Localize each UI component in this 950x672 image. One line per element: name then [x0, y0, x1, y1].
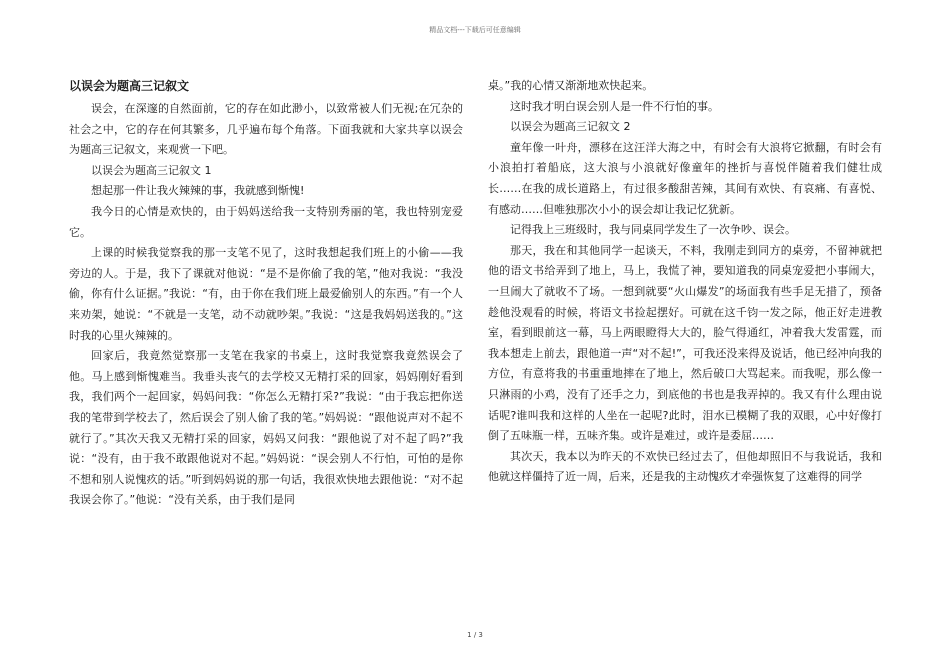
paragraph: 这时我才明白误会别人是一件不行怕的事。 [510, 99, 719, 113]
paragraph: 想起那一件让我火辣辣的事，我就感到惭愧! [91, 184, 305, 198]
paragraph: 回家后，我竟然觉察那一支笔在我家的书桌上，这时我觉察我竟然误会了他。马上感到惭愧难当。我垂头丧气的去学校又无精打采的回家，妈妈刚好看到我，我们两个一起回家，妈妈问我：“你怎么无精打采?”我说：“由于我忘把你送我的笔带到学校去了，然后误会了别人偷了我的笔。”妈妈说：“跟他说声对不起不就行了。”其次天我又无精打采的回家，妈妈又问我：“跟他说了对不起了吗?”我说：“没有，由于我不敢跟他说对不起。”妈妈说：“误会别人不行怕，可怕的是你不想和别人说愧疚的话。”听到妈妈说的那一句话，我很欢快地去跟他说：“对不起我误会你了。”他说：“没有关系，由于我们是同 [69, 349, 463, 507]
page-number: 1 / 3 [467, 631, 483, 639]
section-heading-1: 以误会为题高三记叙文 1 [91, 163, 212, 177]
document-title: 以误会为题高三记叙文 [69, 79, 190, 93]
paragraph: 童年像一叶舟，漂移在这汪洋大海之中，有时会有大浪将它掀翻，有时会有小浪拍打着船底，这大浪与小浪就好像童年的挫折与喜悦伴随着我们健壮成长……在我的成长道路上，有过很多酸甜苦辣，其间有欢快、有哀痛、有喜悦、有感动……但唯独那次小小的误会却让我记忆犹新。 [488, 140, 882, 216]
paragraph: 那天，我在和其他同学一起谈天，不料，我刚走到同方的桌旁，不留神就把他的语文书给弄到了地上，马上，我慌了神，要知道我的同桌宠爱把小事闹大，一旦闹大了就收不了场。一想到就要“火山爆发”的场面我有些手足无措了，预备趁他没观看的时候，将语文书捡起摆好。可就在这千钧一发之际，他正好走进教室，看到眼前这一幕，马上两眼瞪得大大的，脸气得通红，冲着我大发雷霆，而我本想走上前去，跟他道一声“对不起!”，可我还没来得及说话，他已经冲向我的方位，有意将我的书重重地摔在了地上，然后破口大骂起来。而我呢，那么像一只淋雨的小鸡，没有了还手之力，到底他的书也是我弄掉的。我又有什么理由说话呢?谁叫我和这样的人坐在一起呢?此时，泪水已模糊了我的双眼，心中好像打倒了五味瓶一样，五味齐集。或许是难过，或许是委屈…… [488, 243, 882, 443]
right-column [488, 76, 882, 488]
paragraph: 记得我上三班级时，我与同桌同学发生了一次争吵、误会。 [510, 223, 796, 237]
header-note: 精品文档---下载后可任意编辑 [429, 26, 521, 34]
section-heading-2: 以误会为题高三记叙文 2 [510, 120, 631, 134]
paragraph: 上课的时候我觉察我的那一支笔不见了，这时我想起我们班上的小偷——我旁边的人。于是，我下了课就对他说：“是不是你偷了我的笔，”他对我说：“我没偷，你有什么证据。”我说：“有，由于你在我们班上最爱偷别人的东西。”有一个人来劝架，她说：“不就是一支笔，动不动就吵架。”我说：“这是我妈妈送我的。”这时我的心里火辣辣的。 [69, 246, 463, 342]
paragraph: 我今日的心情是欢快的，由于妈妈送给我一支特别秀丽的笔，我也特别宠爱它。 [69, 204, 463, 239]
left-column [69, 76, 463, 511]
paragraph: 其次天，我本以为昨天的不欢快已经过去了，但他却照旧不与我说话，我和他就这样僵持了近一周，后来，还是我的主动愧疚才牵强恢复了这难得的同学 [488, 449, 882, 484]
paragraph-intro: 误会，在深邃的自然面前，它的存在如此渺小，以致常被人们无视;在冗杂的社会之中，它的存在何其繁多，几乎遍布每个角落。下面我就和大家共享以误会为题高三记叙文，来观赏一下吧。 [69, 102, 463, 157]
paragraph-continued: 桌。”我的心情又渐渐地欢快起来。 [488, 79, 654, 92]
